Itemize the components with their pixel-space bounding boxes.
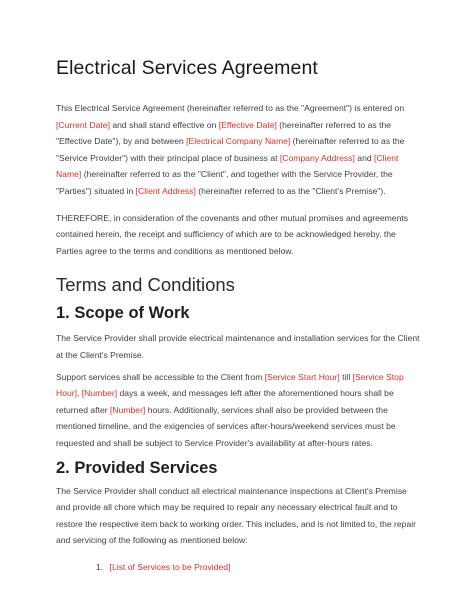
- placeholder-services-list: [List of Services to be Provided]: [109, 561, 231, 572]
- intro-text: and shall stand effective on: [109, 119, 219, 130]
- scope-text: ,: [77, 388, 82, 399]
- scope-text: days a week, and messages left after the aforementioned hours shall be returned after: [56, 388, 394, 415]
- terms-heading: Terms and Conditions: [56, 274, 235, 296]
- scope-text: till: [339, 371, 353, 382]
- placeholder-client-name: [Client Name]: [56, 152, 399, 180]
- placeholder-current-date: [Current Date]: [56, 119, 110, 130]
- intro-text: and: [354, 152, 375, 163]
- list-item: [92, 559, 422, 575]
- scope-text: hours. Additionally, services shall also be provided between the mentioned timeline, and the exigencies of services after-hours/weekend services must be requested and shall be subject to Service Provider's availability at after-hours rates.: [56, 404, 396, 448]
- intro-text: (hereinafter referred to as the "Service Provider") with their principal place of business at: [56, 136, 405, 163]
- placeholder-effective-date: [Effective Date]: [218, 119, 277, 130]
- document-body: [56, 56, 422, 575]
- list-item-number: 1.: [96, 561, 104, 572]
- document-title: Electrical Services Agreement: [56, 57, 318, 79]
- intro-text: (hereinafter referred to as the "Client's Premise").: [195, 185, 386, 196]
- placeholder-service-start-hour: [Service Start Hour]: [264, 371, 340, 382]
- placeholder-number-days: [Number]: [81, 388, 118, 399]
- services-list: [56, 559, 422, 575]
- provided-paragraph-1: The Service Provider shall conduct all electrical maintenance inspections at Client's Premise and provide all chore which may be required to repair any necessary electrical fault and to restore the respective item back to working order. This includes, and is not limited to, the repair and servicing of the following as mentioned below:: [56, 485, 416, 546]
- placeholder-service-stop-hour: [Service Stop Hour]: [56, 371, 404, 399]
- placeholder-company-address: [Company Address]: [279, 152, 355, 163]
- placeholder-number-hours: [Number]: [109, 404, 146, 415]
- placeholder-client-address: [Client Address]: [135, 185, 196, 196]
- scope-text: Support services shall be accessible to the Client from: [56, 371, 265, 382]
- intro-text: (hereinafter referred to as the "Client", and together with the Service Provider, the "Parties") situated in: [56, 169, 393, 196]
- placeholder-company-name: [Electrical Company Name]: [186, 136, 291, 147]
- intro-text: This Electrical Service Agreement (hereinafter referred to as the "Agreement") is entered on: [56, 103, 405, 113]
- scope-paragraph-2: [56, 369, 422, 452]
- intro-text: (hereinafter referred to as the "Effective Date"), by and between: [56, 119, 392, 147]
- scope-heading: 1. Scope of Work: [56, 304, 190, 323]
- scope-paragraph-1: The Service Provider shall provide electrical maintenance and installation services for the Client at the Client's Premise.: [56, 333, 420, 360]
- intro-paragraph: [56, 100, 422, 200]
- provided-heading: 2. Provided Services: [56, 458, 218, 477]
- therefore-paragraph: THEREFORE, in consideration of the covenants and other mutual promises and agreements contained herein, the receipt and sufficiency of which are to be acknowledged hereby, the Parties agree to the terms and conditions as mentioned below.: [56, 212, 409, 256]
